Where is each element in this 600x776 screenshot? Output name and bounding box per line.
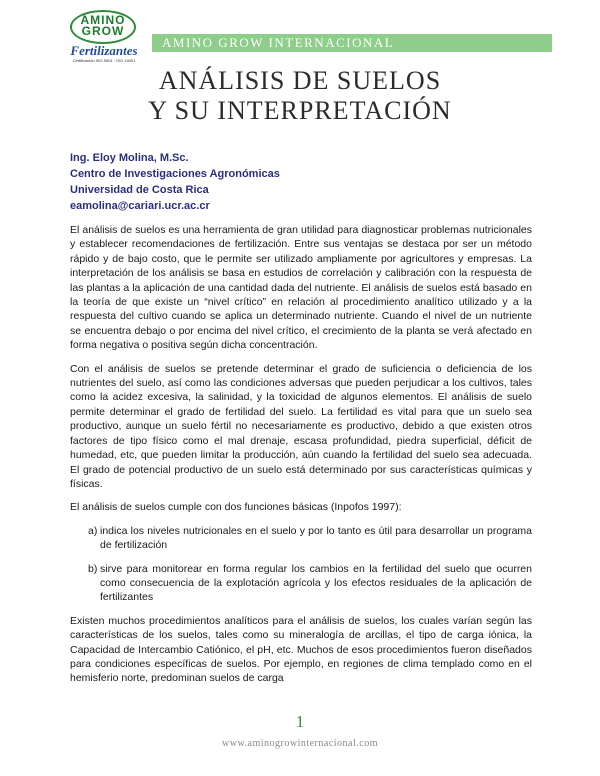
logo-amino-text: AMINO	[80, 13, 126, 27]
title-line-1: ANÁLISIS DE SUELOS	[158, 66, 442, 95]
list-item-text: sirve para monitorear en forma regular los cambios en la fertilidad del suelo que ocurren como consecuencia de la explotación agrícola y los efectos residuales de la aplicación de fertilizantes	[100, 562, 532, 604]
author-center: Centro de Investigaciones Agronómicas	[70, 168, 280, 180]
author-email[interactable]: eamolina@cariari.ucr.ac.cr	[70, 200, 210, 212]
amino-grow-logo	[64, 10, 144, 64]
author-block	[70, 150, 280, 214]
paragraph-2: Con el análisis de suelos se pretende determinar el grado de suficiencia o deficiencia de los nutrientes del suelo, así como las condiciones adversas que pueden perjudicar a los cultivos, tales como la acidez excesiva, la salinidad, y la toxicidad de algunos elementos. El análisis de suelo permite determinar el grado de fertilidad del suelo. La fertilidad es vital para que un suelo sea productivo, aunque un suelo fértil no necesariamente es productivo, debido a que existen otros factores de tipo físico como el mal drenaje, escasa profundidad, piedra superficial, déficit de humedad, etc, que pueden limitar la producción, aún cuando la fertilidad del suelo sea adecuada. El grado de potencial productivo de un suelo está determinado por sus características químicas y físicas.	[70, 362, 532, 490]
paragraph-4: Existen muchos procedimientos analíticos para el análisis de suelos, los cuales varían según las características de los suelos, tales como su mineralogía de arcillas, el tipo de carga iónica, la Capacidad de Intercambio Catiónico, el pH, etc. Muchos de esos procedimientos fueron diseñados para condiciones específicas de suelos. Por ejemplo, en regiones de clima templado como en el hemisferio norte, predominan suelos de carga	[70, 614, 532, 685]
page-number: 1	[295, 712, 305, 731]
logo-brand-text: Fertilizantes	[70, 43, 138, 58]
author-university: Universidad de Costa Rica	[70, 184, 209, 196]
list-marker: a)	[88, 524, 98, 537]
paragraph-1: El análisis de suelos es una herramienta de gran utilidad para diagnosticar problemas nutricionales y establecer recomendaciones de fertilización. Entre sus ventajas se destaca por ser un método rápido y de bajo costo, que le permite ser utilizado ampliamente por agricultores y empresas. La interpretación de los análisis se basa en estudios de correlación y calibración con la respuesta de las plantas a la aplicación de una cantidad dada del nutriente. El análisis de suelos está basado en la teoría de que existe un “nivel crítico” en relación al procedimiento analítico utilizado y a la respuesta del cultivo cuando se aplica un determinado nutriente. Cuando el nivel de un nutriente se encuentra debajo o por encima del nivel crítico, el crecimiento de la planta se verá afectado en forma negativa o positiva según dicha concentración.	[70, 224, 532, 352]
document-body	[70, 223, 532, 695]
document-title	[0, 66, 600, 126]
list-item-text: indica los niveles nutricionales en el suelo y por lo tanto es útil para desarrollar un programa de fertilización	[100, 524, 532, 552]
author-name: Ing. Eloy Molina, M.Sc.	[70, 152, 189, 164]
paragraph-3: El análisis de suelos cumple con dos funciones básicas (Inpofos 1997):	[70, 501, 402, 514]
footer-url[interactable]: www.aminogrowinternacional.com	[222, 738, 378, 749]
logo-certification-text: Certificación ISO 9001 · ISO 14001	[72, 58, 136, 63]
list-item	[70, 524, 532, 553]
logo-grow-text: GROW	[81, 24, 125, 38]
list-marker: b)	[88, 562, 98, 575]
list-item	[70, 562, 532, 605]
functions-list	[70, 524, 532, 605]
header-banner	[152, 34, 552, 52]
title-line-2: Y SU INTERPRETACIÓN	[148, 96, 452, 125]
banner-text: AMINO GROW INTERNACIONAL	[162, 35, 395, 50]
